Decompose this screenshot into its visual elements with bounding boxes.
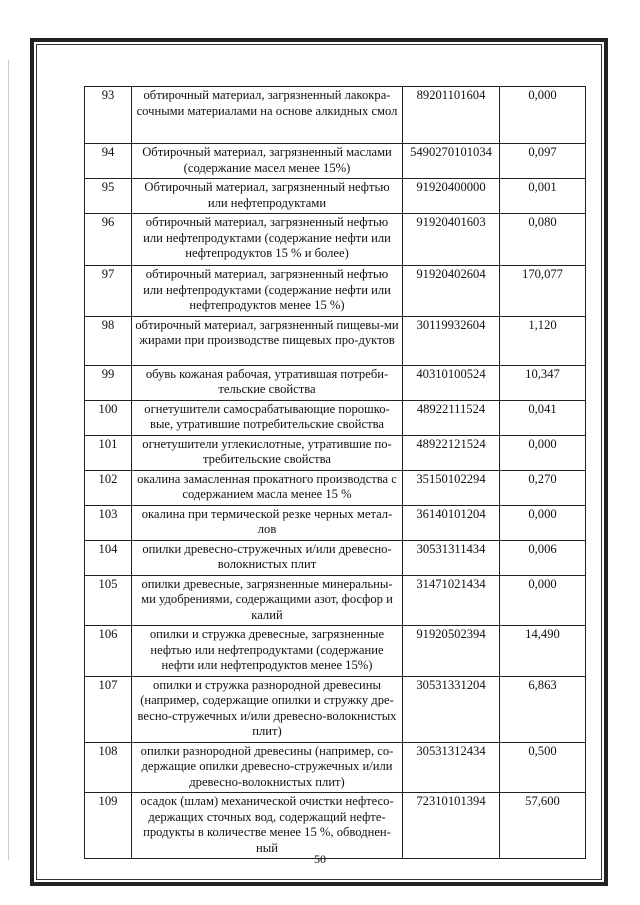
row-number: 104 xyxy=(85,540,132,575)
row-number: 103 xyxy=(85,505,132,540)
row-number: 109 xyxy=(85,793,132,859)
table-row xyxy=(85,505,586,540)
waste-code: 91920502394 xyxy=(403,626,500,677)
table-row xyxy=(85,400,586,435)
table-row xyxy=(85,435,586,470)
table-row xyxy=(85,793,586,859)
waste-code: 91920402604 xyxy=(403,266,500,317)
table-row xyxy=(85,144,586,179)
table-row xyxy=(85,470,586,505)
waste-code: 91920400000 xyxy=(403,179,500,214)
waste-code: 31471021434 xyxy=(403,575,500,626)
waste-name: Обтирочный материал, загрязненный нефтью или нефтепродуктами xyxy=(132,179,403,214)
row-number: 106 xyxy=(85,626,132,677)
waste-name: опилки древесные, загрязненные минеральны-ми удобрениями, содержащими азот, фосфор и калий xyxy=(132,575,403,626)
waste-code: 40310100524 xyxy=(403,365,500,400)
waste-code: 5490270101034 xyxy=(403,144,500,179)
table-row xyxy=(85,626,586,677)
waste-code: 48922121524 xyxy=(403,435,500,470)
waste-mass: 0,000 xyxy=(500,87,586,144)
waste-code: 30531331204 xyxy=(403,676,500,742)
waste-name: обтирочный материал, загрязненный лакокра-сочными материалами на основе алкидных смол xyxy=(132,87,403,144)
row-number: 105 xyxy=(85,575,132,626)
row-number: 102 xyxy=(85,470,132,505)
waste-mass: 57,600 xyxy=(500,793,586,859)
waste-mass: 0,097 xyxy=(500,144,586,179)
row-number: 99 xyxy=(85,365,132,400)
table-row xyxy=(85,742,586,793)
table-row xyxy=(85,214,586,266)
waste-mass: 10,347 xyxy=(500,365,586,400)
waste-mass: 1,120 xyxy=(500,316,586,365)
row-number: 95 xyxy=(85,179,132,214)
waste-code: 91920401603 xyxy=(403,214,500,266)
row-number: 108 xyxy=(85,742,132,793)
waste-name: огнетушители углекислотные, утратившие по-требительские свойства xyxy=(132,435,403,470)
row-number: 96 xyxy=(85,214,132,266)
row-number: 94 xyxy=(85,144,132,179)
waste-name: осадок (шлам) механической очистки нефтесо-держащих сточных вод, содержащий нефте-продукты в количестве менее 15 %, обводнен-ный xyxy=(132,793,403,859)
waste-name: опилки и стружка разнородной древесины (например, содержащие опилки и стружку дре-весно-стружечных и/или древесно-волокнистых плит) xyxy=(132,676,403,742)
waste-name: окалина при термической резке черных метал-лов xyxy=(132,505,403,540)
waste-mass: 0,080 xyxy=(500,214,586,266)
waste-name: обувь кожаная рабочая, утратившая потреби-тельские свойства xyxy=(132,365,403,400)
table-row xyxy=(85,676,586,742)
waste-table xyxy=(84,86,586,859)
waste-mass: 0,006 xyxy=(500,540,586,575)
waste-name: опилки разнородной древесины (например, со-держащие опилки древесно-стружечных и/или древесно-волокнистых плит) xyxy=(132,742,403,793)
waste-name: обтирочный материал, загрязненный пищевы-ми жирами при производстве пищевых про-дуктов xyxy=(132,316,403,365)
row-number: 97 xyxy=(85,266,132,317)
waste-mass: 0,041 xyxy=(500,400,586,435)
row-number: 100 xyxy=(85,400,132,435)
row-number: 107 xyxy=(85,676,132,742)
waste-code: 35150102294 xyxy=(403,470,500,505)
table-row xyxy=(85,575,586,626)
table-row xyxy=(85,365,586,400)
table-row xyxy=(85,87,586,144)
waste-mass: 170,077 xyxy=(500,266,586,317)
waste-mass: 14,490 xyxy=(500,626,586,677)
waste-name: Обтирочный материал, загрязненный маслами (содержание масел менее 15%) xyxy=(132,144,403,179)
waste-name: обтирочный материал, загрязненный нефтью или нефтепродуктами (содержание нефти или нефтепродуктов 15 % и более) xyxy=(132,214,403,266)
waste-code: 30119932604 xyxy=(403,316,500,365)
page-number: 50 xyxy=(314,852,326,866)
waste-mass: 6,863 xyxy=(500,676,586,742)
waste-name: обтирочный материал, загрязненный нефтью или нефтепродуктами (содержание нефти или нефтепродуктов менее 15 %) xyxy=(132,266,403,317)
waste-code: 30531311434 xyxy=(403,540,500,575)
table-row xyxy=(85,316,586,365)
row-number: 93 xyxy=(85,87,132,144)
table-row xyxy=(85,266,586,317)
waste-mass: 0,000 xyxy=(500,575,586,626)
waste-code: 36140101204 xyxy=(403,505,500,540)
waste-name: огнетушители самосрабатывающие порошко-вые, утратившие потребительские свойства xyxy=(132,400,403,435)
waste-code: 72310101394 xyxy=(403,793,500,859)
waste-mass: 0,001 xyxy=(500,179,586,214)
table-row xyxy=(85,540,586,575)
waste-mass: 0,000 xyxy=(500,435,586,470)
scan-margin-line xyxy=(8,60,9,860)
row-number: 98 xyxy=(85,316,132,365)
waste-mass: 0,000 xyxy=(500,505,586,540)
waste-name: опилки и стружка древесные, загрязненные нефтью или нефтепродуктами (содержание нефти или нефтепродуктов менее 15%) xyxy=(132,626,403,677)
row-number: 101 xyxy=(85,435,132,470)
waste-code: 89201101604 xyxy=(403,87,500,144)
waste-code: 48922111524 xyxy=(403,400,500,435)
waste-name: опилки древесно-стружечных и/или древесно-волокнистых плит xyxy=(132,540,403,575)
table-row xyxy=(85,179,586,214)
waste-code: 30531312434 xyxy=(403,742,500,793)
waste-mass: 0,500 xyxy=(500,742,586,793)
waste-name: окалина замасленная прокатного производства с содержанием масла менее 15 % xyxy=(132,470,403,505)
waste-mass: 0,270 xyxy=(500,470,586,505)
